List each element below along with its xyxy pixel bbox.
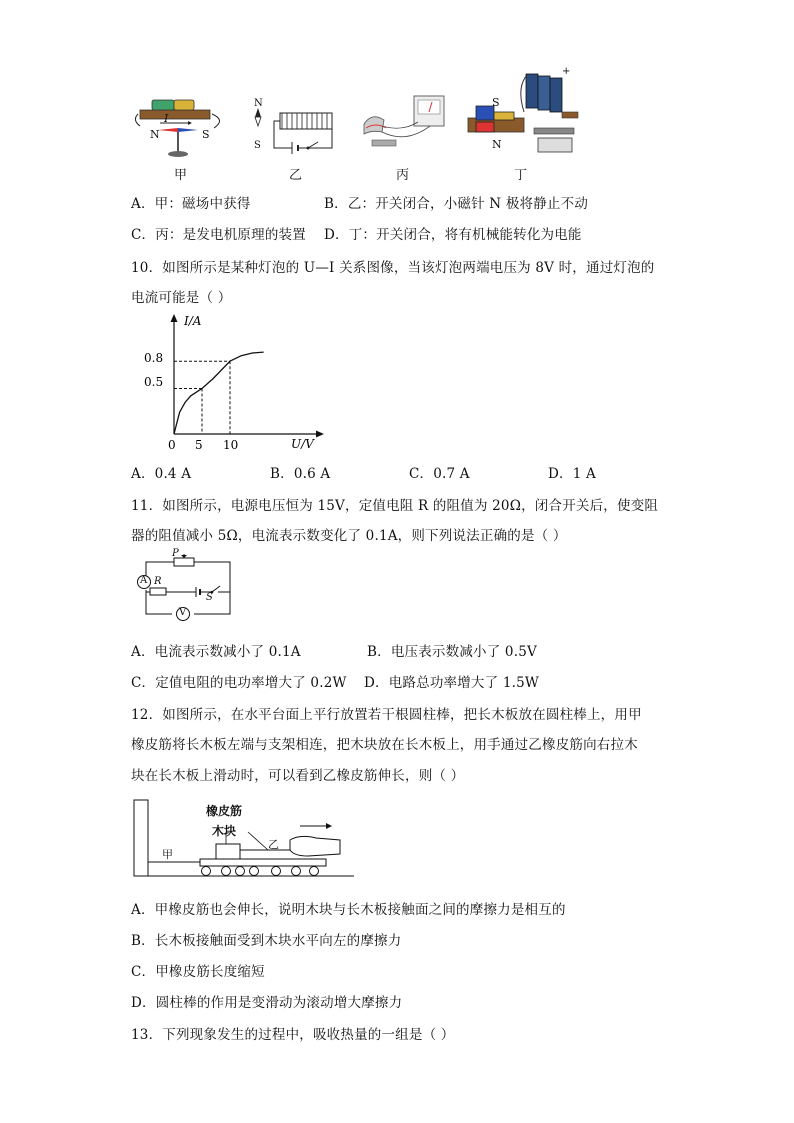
compass-n: N	[254, 98, 263, 109]
q10-option-a: A．0.4 A	[131, 466, 192, 482]
q11-stem-1: 11．如图所示，电源电压恒为 15V，定值电阻 R 的阻值为 20Ω，闭合开关后，使变阻	[131, 498, 659, 514]
slider-label: P	[172, 548, 179, 559]
q11-option-a: A．电流表示数减小了 0.1A	[131, 644, 301, 660]
caption-jia: 甲	[174, 168, 188, 183]
ui-chart	[140, 308, 330, 456]
figure-bing	[352, 92, 452, 162]
x-tick-10: 10	[223, 438, 239, 452]
q10-option-b: B．0.6 A	[270, 466, 331, 482]
q11-option-c: C．定值电阻的电功率增大了 0.2W	[131, 675, 347, 691]
q9-option-a: A．甲：磁场中获得	[131, 196, 251, 212]
figure-jia	[130, 92, 230, 162]
figure-yi	[248, 98, 343, 160]
ding-n: N	[492, 138, 502, 151]
block-label: 木块	[212, 824, 237, 838]
label-n: N	[150, 128, 160, 141]
q12-stem-3: 块在长木板上滑动时，可以看到乙橡皮筋伸长，则（ ）	[131, 768, 465, 784]
q9-option-d: D．丁：开关闭合，将有机械能转化为电能	[324, 227, 582, 243]
q12-option-a: A．甲橡皮筋也会伸长，说明木块与长木板接触面之间的摩擦力是相互的	[131, 902, 566, 918]
figure-ding	[458, 66, 588, 162]
q12-option-b: B．长木板接触面受到木块水平向左的摩擦力	[131, 933, 402, 949]
q9-option-c: C．丙：是发电机原理的装置	[131, 227, 306, 243]
x-axis-label: U/V	[291, 437, 314, 451]
q10-option-c: C．0.7 A	[409, 466, 470, 482]
x-axis-arrow	[316, 431, 324, 438]
y-tick-0.8: 0.8	[144, 351, 164, 365]
label-current: I	[164, 112, 169, 125]
caption-yi: 乙	[289, 168, 303, 183]
figure-circuit	[132, 548, 236, 626]
band-label: 橡皮筋	[206, 804, 243, 818]
q12-option-d: D．圆柱棒的作用是变滑动为滚动增大摩擦力	[131, 995, 403, 1011]
q12-stem-2: 橡皮筋将长木板左端与支架相连，把木块放在长木板上，用手通过乙橡皮筋向右拉木	[131, 737, 638, 753]
q12-option-c: C．甲橡皮筋长度缩短	[131, 964, 265, 980]
x-tick-0: 0	[168, 438, 176, 452]
x-tick-5: 5	[195, 438, 203, 452]
q11-stem-2: 器的阻值减小 5Ω，电流表示数变化了 0.1A，则下列说法正确的是（ ）	[131, 528, 567, 544]
series-line	[174, 352, 264, 434]
caption-bing: 丙	[396, 168, 410, 183]
q11-option-b: B．电压表示数减小了 0.5V	[367, 644, 537, 660]
label-s: S	[202, 128, 210, 141]
ammeter-label: A	[140, 575, 148, 586]
q10-stem-2: 电流可能是（ ）	[131, 290, 232, 306]
q12-stem-1: 12．如图所示，在水平台面上平行放置若干根圆柱棒，把长木板放在圆柱棒上，用甲	[131, 707, 642, 723]
jia-label: 甲	[162, 848, 173, 861]
compass-s: S	[254, 140, 261, 151]
q11-option-d: D．电路总功率增大了 1.5W	[364, 675, 539, 691]
q10-stem-1: 10．如图所示是某种灯泡的 U—I 关系图像，当该灯泡两端电压为 8V 时，通过灯泡的	[131, 260, 655, 276]
ding-s: S	[492, 96, 500, 109]
q13-stem-1: 13．下列现象发生的过程中，吸收热量的一组是（ ）	[131, 1027, 455, 1043]
switch-label: S	[206, 592, 213, 603]
figure-friction	[130, 796, 356, 880]
voltmeter-label: V	[179, 607, 187, 618]
q9-option-b: B．乙：开关闭合，小磁针 N 极将静止不动	[324, 196, 589, 212]
caption-ding: 丁	[514, 168, 528, 183]
y-axis-arrow	[171, 314, 178, 322]
ding-plus: +	[562, 66, 571, 77]
q10-option-d: D．1 A	[548, 466, 596, 482]
yi-label: 乙	[268, 838, 279, 851]
y-axis-label: I/A	[184, 314, 202, 328]
y-tick-0.5: 0.5	[144, 375, 164, 389]
resistor-label: R	[154, 576, 162, 587]
